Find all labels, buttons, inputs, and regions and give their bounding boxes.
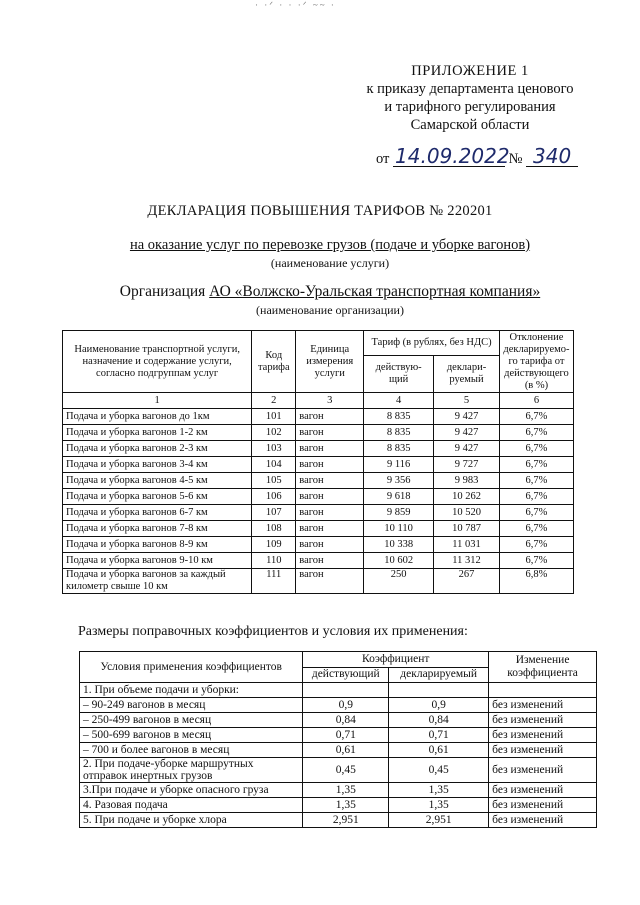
coef-cell-declared: 1,35	[389, 798, 489, 813]
coef-group-empty	[389, 683, 489, 698]
order-date: 14.09.2022	[395, 144, 510, 168]
column-number: 3	[296, 393, 364, 409]
coef-row	[80, 798, 597, 813]
tariff-cell-name: Подача и уборка вагонов 4-5 км	[63, 473, 252, 489]
tariff-cell-unit: вагон	[296, 489, 364, 505]
tariff-cell-current: 250	[364, 569, 434, 594]
coef-row	[80, 698, 597, 713]
coefficient-table-body	[80, 683, 597, 828]
coef-cell-current: 0,71	[303, 728, 389, 743]
coef-cell-change: без изменений	[489, 813, 597, 828]
tariff-cell-declared: 11 031	[434, 537, 500, 553]
tariff-cell-declared: 9 427	[434, 425, 500, 441]
tariff-cell-code: 106	[252, 489, 296, 505]
scan-marks: · ·ᐟ · · ·ᐟ ~~ ·	[255, 0, 336, 10]
tariff-cell-name: Подача и уборка вагонов 9-10 км	[63, 553, 252, 569]
tariff-cell-name: Подача и уборка вагонов 2-3 км	[63, 441, 252, 457]
tariff-cell-declared: 267	[434, 569, 500, 594]
tariff-cell-current: 10 110	[364, 521, 434, 537]
tariff-cell-declared: 10 787	[434, 521, 500, 537]
appendix-title: ПРИЛОЖЕНИЕ 1	[411, 63, 529, 79]
tariff-cell-code: 108	[252, 521, 296, 537]
tariff-header-code: Код тарифа	[252, 331, 296, 393]
coef-group-label: 1. При объеме подачи и уборки:	[80, 683, 303, 698]
order-number-label: №	[508, 151, 523, 167]
tariff-cell-code: 101	[252, 409, 296, 425]
coef-cell-current: 1,35	[303, 798, 389, 813]
declaration-title: ДЕКЛАРАЦИЯ ПОВЫШЕНИЯ ТАРИФОВ № 220201	[147, 203, 493, 219]
service-line	[0, 237, 640, 254]
coef-row	[80, 713, 597, 728]
tariff-cell-code: 104	[252, 457, 296, 473]
coef-cell-change: без изменений	[489, 713, 597, 728]
tariff-row	[63, 409, 574, 425]
coef-cell-current: 2,951	[303, 813, 389, 828]
column-number: 2	[252, 393, 296, 409]
coef-header-declared: декларируемый	[389, 667, 489, 683]
tariff-row	[63, 553, 574, 569]
tariff-cell-deviation: 6,7%	[499, 457, 573, 473]
tariff-cell-code: 107	[252, 505, 296, 521]
tariff-cell-deviation: 6,7%	[499, 441, 573, 457]
service-name: на оказание услуг по перевозке грузов (подаче и уборке вагонов)	[129, 237, 531, 253]
tariff-cell-declared: 9 983	[434, 473, 500, 489]
tariff-cell-deviation: 6,7%	[499, 425, 573, 441]
coef-cell-declared: 1,35	[389, 783, 489, 798]
tariff-cell-deviation: 6,7%	[499, 521, 573, 537]
tariff-cell-code: 111	[252, 569, 296, 594]
coef-cell-condition: – 500-699 вагонов в месяц	[80, 728, 303, 743]
tariff-cell-current: 9 356	[364, 473, 434, 489]
tariff-cell-unit: вагон	[296, 473, 364, 489]
tariff-cell-deviation: 6,7%	[499, 489, 573, 505]
coef-header-conditions: Условия применения коэффициентов	[80, 652, 303, 683]
order-number: 340	[526, 146, 578, 167]
coef-cell-condition: 3.При подаче и уборке опасного груза	[80, 783, 303, 798]
tariff-cell-declared: 10 262	[434, 489, 500, 505]
tariff-cell-current: 9 859	[364, 505, 434, 521]
tariff-row	[63, 473, 574, 489]
coef-cell-declared: 2,951	[389, 813, 489, 828]
coef-cell-condition: 5. При подаче и уборке хлора	[80, 813, 303, 828]
tariff-cell-declared: 11 312	[434, 553, 500, 569]
tariff-table-body	[63, 409, 574, 594]
tariff-cell-current: 10 338	[364, 537, 434, 553]
organization-line	[0, 283, 640, 301]
coef-cell-change: без изменений	[489, 798, 597, 813]
coef-header-coefficient: Коэффициент	[303, 652, 489, 668]
coef-cell-condition: 4. Разовая подача	[80, 798, 303, 813]
coef-cell-declared: 0,61	[389, 743, 489, 758]
coef-cell-condition: – 250-499 вагонов в месяц	[80, 713, 303, 728]
tariff-cell-code: 102	[252, 425, 296, 441]
tariff-row	[63, 537, 574, 553]
coef-cell-declared: 0,84	[389, 713, 489, 728]
tariff-cell-unit: вагон	[296, 425, 364, 441]
coef-row	[80, 743, 597, 758]
tariff-row	[63, 441, 574, 457]
tariff-cell-deviation: 6,7%	[499, 537, 573, 553]
coef-row	[80, 813, 597, 828]
coef-cell-change: без изменений	[489, 743, 597, 758]
organization-prefix: Организация	[119, 283, 206, 300]
tariff-cell-name: Подача и уборка вагонов 6-7 км	[63, 505, 252, 521]
coef-row	[80, 758, 597, 783]
coef-cell-change: без изменений	[489, 698, 597, 713]
tariff-cell-deviation: 6,7%	[499, 409, 573, 425]
appendix-line-1: к приказу департамента ценового	[366, 81, 574, 97]
tariff-cell-current: 8 835	[364, 409, 434, 425]
tariff-cell-deviation: 6,8%	[499, 569, 573, 594]
tariff-cell-unit: вагон	[296, 569, 364, 594]
order-line	[376, 146, 578, 168]
coef-cell-change: без изменений	[489, 783, 597, 798]
tariff-header-tariff: Тариф (в рублях, без НДС)	[364, 331, 500, 356]
coef-cell-current: 0,9	[303, 698, 389, 713]
coef-group-empty	[489, 683, 597, 698]
coef-cell-declared: 0,71	[389, 728, 489, 743]
tariff-cell-name: Подача и уборка вагонов 7-8 км	[63, 521, 252, 537]
coef-cell-current: 0,84	[303, 713, 389, 728]
tariff-cell-unit: вагон	[296, 505, 364, 521]
tariff-row	[63, 521, 574, 537]
organization-name: АО «Волжско-Уральская транспортная компания»	[209, 283, 541, 300]
tariff-header-unit: Единица измерения услуги	[296, 331, 364, 393]
coef-cell-change: без изменений	[489, 758, 597, 783]
tariff-cell-unit: вагон	[296, 521, 364, 537]
column-number: 4	[364, 393, 434, 409]
tariff-header-deviation: Отклонение декларируемо-го тарифа от действующего (в %)	[499, 331, 573, 393]
coef-cell-change: без изменений	[489, 728, 597, 743]
coef-row	[80, 728, 597, 743]
tariff-row	[63, 489, 574, 505]
tariff-row	[63, 505, 574, 521]
tariff-header-declared: деклари-руемый	[434, 356, 500, 393]
coef-cell-declared: 0,45	[389, 758, 489, 783]
tariff-row	[63, 425, 574, 441]
coefficient-table	[79, 651, 597, 828]
tariff-cell-deviation: 6,7%	[499, 473, 573, 489]
column-number: 1	[63, 393, 252, 409]
coef-cell-condition: – 700 и более вагонов в месяц	[80, 743, 303, 758]
tariff-cell-code: 110	[252, 553, 296, 569]
tariff-cell-current: 8 835	[364, 441, 434, 457]
tariff-cell-declared: 9 427	[434, 441, 500, 457]
tariff-cell-name: Подача и уборка вагонов 3-4 км	[63, 457, 252, 473]
appendix-line-2: и тарифного регулирования	[384, 99, 556, 115]
tariff-cell-unit: вагон	[296, 441, 364, 457]
tariff-cell-code: 105	[252, 473, 296, 489]
tariff-cell-name: Подача и уборка вагонов 1-2 км	[63, 425, 252, 441]
coef-cell-condition: 2. При подаче-уборке маршрутных отправок инертных грузов	[80, 758, 303, 783]
coef-cell-current: 1,35	[303, 783, 389, 798]
tariff-cell-name: Подача и уборка вагонов 5-6 км	[63, 489, 252, 505]
coef-row	[80, 783, 597, 798]
tariff-cell-code: 109	[252, 537, 296, 553]
tariff-cell-name: Подача и уборка вагонов 8-9 км	[63, 537, 252, 553]
tariff-cell-code: 103	[252, 441, 296, 457]
coef-header-change: Изменение коэффициента	[489, 652, 597, 683]
coef-cell-current: 0,45	[303, 758, 389, 783]
coef-cell-current: 0,61	[303, 743, 389, 758]
tariff-cell-current: 8 835	[364, 425, 434, 441]
tariff-cell-unit: вагон	[296, 457, 364, 473]
coef-group-row	[80, 683, 597, 698]
tariff-cell-name: Подача и уборка вагонов до 1км	[63, 409, 252, 425]
tariff-cell-declared: 9 427	[434, 409, 500, 425]
appendix-header	[340, 62, 600, 134]
column-number: 6	[499, 393, 573, 409]
tariff-cell-current: 9 618	[364, 489, 434, 505]
tariff-cell-current: 9 116	[364, 457, 434, 473]
tariff-cell-current: 10 602	[364, 553, 434, 569]
tariff-header-current: действую-щий	[364, 356, 434, 393]
coef-group-empty	[303, 683, 389, 698]
coef-header-current: действующий	[303, 667, 389, 683]
column-number: 5	[434, 393, 500, 409]
coef-cell-condition: – 90-249 вагонов в месяц	[80, 698, 303, 713]
coef-cell-declared: 0,9	[389, 698, 489, 713]
tariff-cell-unit: вагон	[296, 553, 364, 569]
coefficients-title: Размеры поправочных коэффициентов и условия их применения:	[78, 624, 468, 639]
tariff-table	[62, 330, 574, 594]
tariff-cell-deviation: 6,7%	[499, 553, 573, 569]
organization-note: (наименование организации)	[256, 303, 404, 317]
tariff-cell-declared: 9 727	[434, 457, 500, 473]
tariff-cell-name: Подача и уборка вагонов за каждый километр свыше 10 км	[63, 569, 252, 594]
tariff-cell-unit: вагон	[296, 537, 364, 553]
service-note: (наименование услуги)	[270, 256, 390, 270]
tariff-row	[63, 569, 574, 594]
tariff-cell-declared: 10 520	[434, 505, 500, 521]
tariff-row	[63, 457, 574, 473]
tariff-header-name: Наименование транспортной услуги, назначение и содержание услуги, согласно подгруппам услуг	[63, 331, 252, 393]
tariff-cell-deviation: 6,7%	[499, 505, 573, 521]
appendix-line-3: Самарской области	[410, 117, 530, 133]
order-from-label: от	[376, 151, 390, 167]
tariff-cell-unit: вагон	[296, 409, 364, 425]
